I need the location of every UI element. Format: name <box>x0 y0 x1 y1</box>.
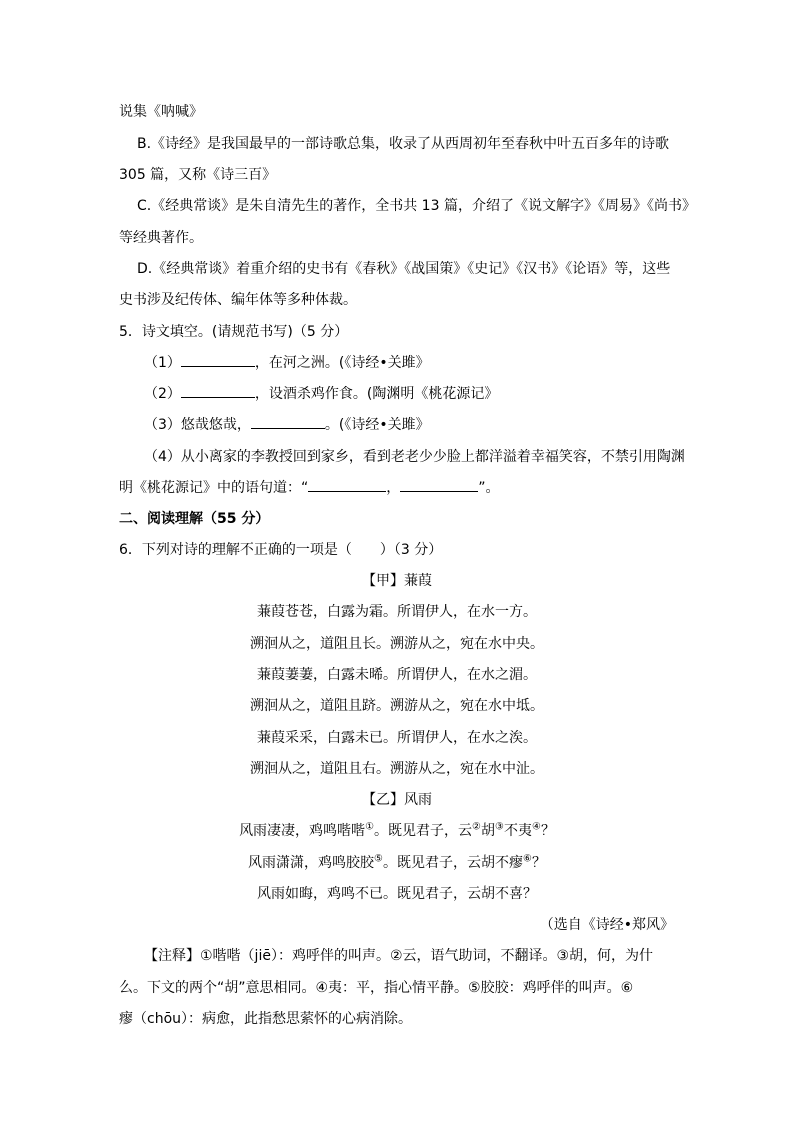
question-5-title: 5．诗文填空。(请规范书写)（5 分） <box>119 324 349 340</box>
poem-2-line-1-b: 。既见君子，云 <box>374 823 473 839</box>
note-marker-5: ⑤ <box>374 853 383 865</box>
poem-1-line-1: 蒹葭苍苍，白露为霜。所谓伊人，在水一方。 <box>257 604 537 620</box>
poem-2-line-2-b: 。既见君子，云胡不瘳 <box>383 855 523 871</box>
q5-item-1-num: （1） <box>144 355 181 371</box>
q5-blank-4b[interactable] <box>400 478 478 492</box>
q5-item-4-line2 <box>119 478 500 498</box>
q5-item-4-line1: （4）从小离家的李教授回到家乡，看到老老少少脸上都洋溢着幸福笑容，不禁引用陶渊 <box>144 449 685 465</box>
q5-item-3-post: 。(《诗经•关雎》 <box>324 417 430 433</box>
q5-item-2 <box>144 384 498 404</box>
note-marker-6: ⑥ <box>523 853 532 865</box>
poem-1-line-6: 溯洄从之，道阻且右。溯游从之，宛在水中沚。 <box>250 761 544 777</box>
poem-2-line-1-a: 风雨凄凄，鸡鸣喈喈 <box>239 823 366 839</box>
option-c-line1: C.《经典常谈》是朱自清先生的著作，全书共 13 篇，介绍了《说文解字》《周易》《尚书》 <box>137 198 696 214</box>
annotation-line-1: 【注释】①喈喈（jiē）：鸡呼伴的叫声。②云，语气助词，不翻译。③胡，何，为什 <box>144 948 654 964</box>
q5-blank-4a[interactable] <box>308 478 386 492</box>
poem-1-title: 【甲】蒹葭 <box>362 573 432 589</box>
poem-2-line-1-c: 胡 <box>481 823 495 839</box>
q5-blank-1[interactable] <box>181 353 255 367</box>
poem-2-line-2-c: ？ <box>531 855 546 871</box>
q5-item-4-mid: ， <box>386 480 401 496</box>
poem-1-line-2: 溯洄从之，道阻且长。溯游从之，宛在水中央。 <box>250 636 544 652</box>
poem-2-title: 【乙】风雨 <box>362 792 432 808</box>
q5-blank-3[interactable] <box>251 415 325 429</box>
note-marker-1: ① <box>365 821 375 833</box>
annotation-line-2: 么。下文的两个“胡”意思相同。④夷：平，指心情平静。⑤胶胶：鸡呼伴的叫声。⑥ <box>119 980 634 996</box>
question-6-title: 6．下列对诗的理解不正确的一项是（ ）（3 分） <box>119 542 443 558</box>
note-marker-4: ④ <box>531 821 541 833</box>
poem-2-line-2 <box>0 853 794 873</box>
q5-blank-2[interactable] <box>181 384 255 398</box>
q5-item-3-pre: （3）悠哉悠哉， <box>144 417 251 433</box>
poem-2-line-3: 风雨如晦，鸡鸣不已。既见君子，云胡不喜？ <box>257 886 537 902</box>
annotation-line-3: 瘳（chōu）：病愈，此指愁思萦怀的心病消除。 <box>119 1011 413 1027</box>
poem-source: （选自《诗经•郑风》 <box>539 917 674 933</box>
q5-item-1 <box>144 353 430 373</box>
poem-2-line-1 <box>0 821 794 841</box>
poem-2-line-1-d: 不夷 <box>503 823 532 839</box>
poem-2-line-2-a: 风雨潇潇，鸡鸣胶胶 <box>248 855 375 871</box>
option-b-line1: B.《诗经》是我国最早的一部诗歌总集，收录了从西周初年至春秋中叶五百多年的诗歌 <box>137 136 670 152</box>
section-2-heading: 二、阅读理解（55 分） <box>119 511 270 527</box>
option-d-line1: D.《经典常谈》着重介绍的史书有《春秋》《战国策》《史记》《汉书》《论语》等，这些 <box>137 261 671 277</box>
option-d-line2: 史书涉及纪传体、编年体等多种体裁。 <box>119 292 357 308</box>
option-b-line2: 305 篇，又称《诗三百》 <box>119 167 277 183</box>
q5-item-4-pre: 明《桃花源记》中的语句道：“ <box>119 480 309 496</box>
note-marker-3: ③ <box>495 821 504 833</box>
option-a-tail: 说集《呐喊》 <box>119 104 203 120</box>
q5-item-1-text: ，在河之洲。(《诗经•关雎》 <box>254 355 430 371</box>
poem-1-line-4: 溯洄从之，道阻且跻。溯游从之，宛在水中坻。 <box>250 698 544 714</box>
q5-item-3 <box>144 415 430 435</box>
poem-2-line-1-e: ？ <box>540 823 555 839</box>
note-marker-2: ② <box>472 821 481 833</box>
q5-item-4-post: ”。 <box>478 480 500 496</box>
q5-item-2-text: ，设酒杀鸡作食。(陶渊明《桃花源记》 <box>254 386 499 402</box>
option-c-line2: 等经典著作。 <box>119 230 203 246</box>
poem-1-line-3: 蒹葭萋萋，白露未晞。所谓伊人，在水之湄。 <box>257 667 537 683</box>
poem-1-line-5: 蒹葭采采，白露未已。所谓伊人，在水之涘。 <box>257 730 537 746</box>
q5-item-2-num: （2） <box>144 386 181 402</box>
